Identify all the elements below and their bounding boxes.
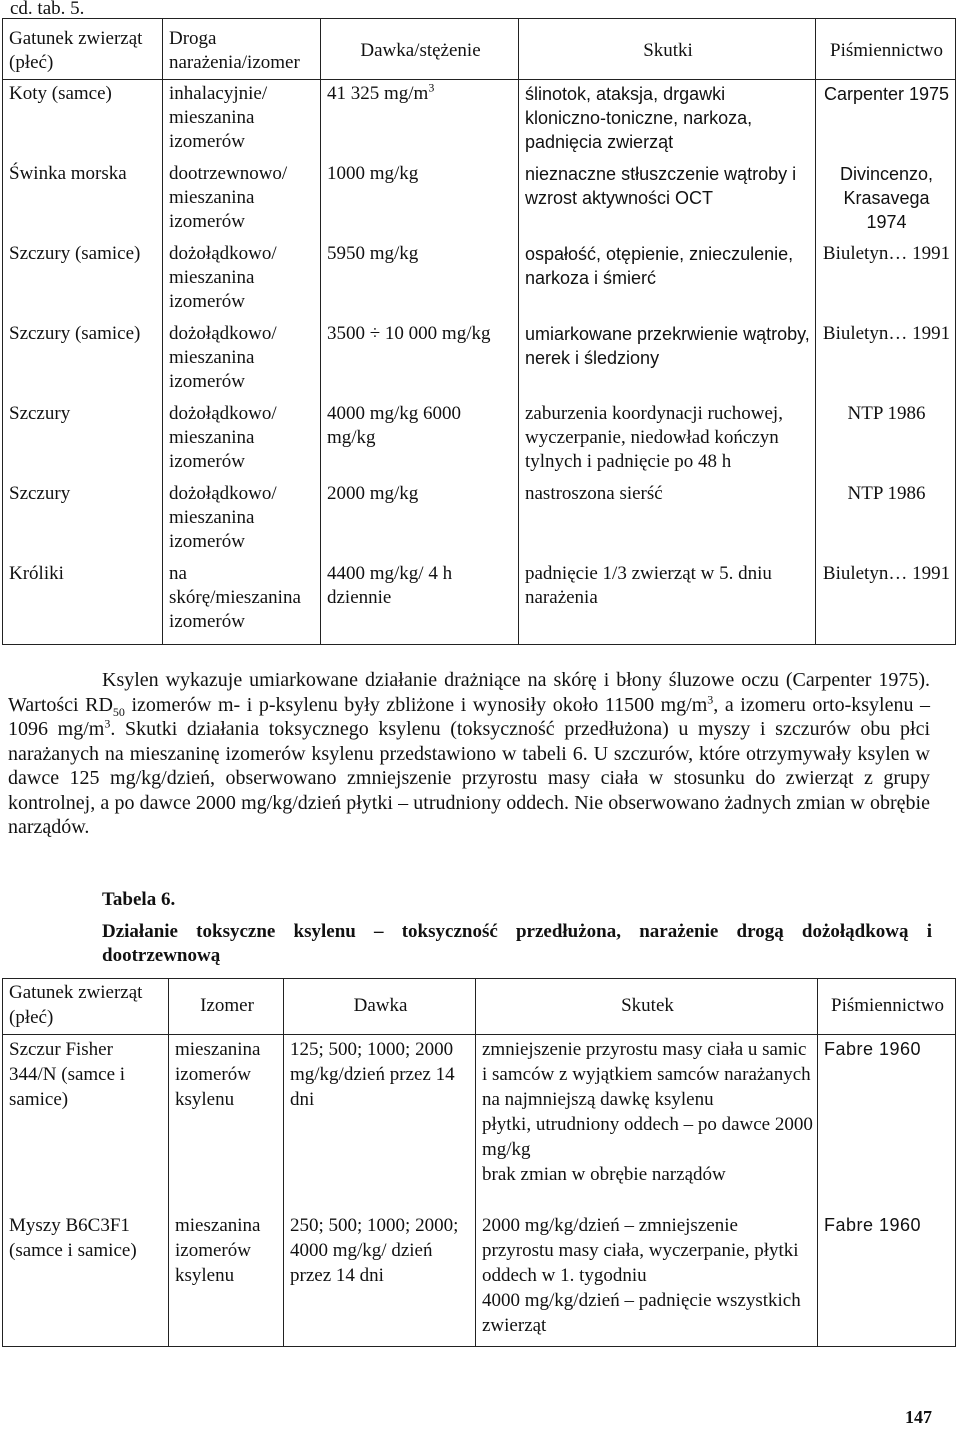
dose-cell: 250; 500; 1000; 2000; 4000 mg/kg/ dzień przez 14 dni <box>284 1195 476 1347</box>
species-cell: Szczury <box>3 400 163 480</box>
superscript: 3 <box>707 691 714 706</box>
table-row <box>3 400 956 480</box>
table-row <box>3 80 956 161</box>
route-cell: dożołądkowo/ mieszanina izomerów <box>163 480 321 560</box>
species-cell: Świnka morska <box>3 160 163 240</box>
paragraph-part: , a izomeru orto-ksylenu – 1096 mg/m <box>8 693 930 740</box>
effects-cell: nieznaczne stłuszczenie wątroby i wzrost aktywności OCT <box>519 160 816 240</box>
effects-cell: umiarkowane przekrwienie wątroby, nerek i śledziony <box>519 320 816 400</box>
reference-cell: Fabre 1960 <box>818 1195 956 1347</box>
subscript: 50 <box>112 704 125 719</box>
dose-cell: 2000 mg/kg <box>321 480 519 560</box>
table-row <box>3 480 956 560</box>
table-6-title: Działanie toksyczne ksylenu – toksyczność przedłużona, narażenie drogą dożołądkową i dootrzewnową <box>102 921 932 966</box>
dose-value: 41 325 mg/m <box>327 83 429 104</box>
page-number: 147 <box>905 1407 932 1427</box>
table-header-row <box>3 979 956 1035</box>
effects-cell: ślinotok, ataksja, drgawki kloniczno-toniczne, narkoza, padnięcia zwierząt <box>519 80 816 161</box>
effect-line: 2000 mg/kg/dzień – zmniejszenie przyrostu masy ciała, wyczerpanie, płytki oddech w 1. tygodniu <box>482 1215 799 1286</box>
dose-unit-superscript: 3 <box>428 80 435 95</box>
paragraph-part: Ksylen wykazuje umiarkowane działanie drażniące na skórę i błony śluzowe oczu (Carpenter 1975). Wartości RD <box>8 669 930 716</box>
dose-cell: 3500 ÷ 10 000 mg/kg <box>321 320 519 400</box>
table-row <box>3 240 956 320</box>
reference-cell: Biuletyn… 1991 <box>816 320 956 400</box>
dose-cell: 1000 mg/kg <box>321 160 519 240</box>
paragraph-part: izomerów m- i p-ksylenu były zbliżone i wynosiły około 11500 mg/m <box>124 693 708 716</box>
species-cell: Szczury (samice) <box>3 320 163 400</box>
header-references: Piśmiennictwo <box>818 979 956 1035</box>
superscript: 3 <box>104 716 111 731</box>
dose-cell <box>321 80 519 161</box>
route-cell: na skórę/mieszanina izomerów <box>163 560 321 645</box>
reference-cell: Biuletyn… 1991 <box>816 560 956 645</box>
header-route: Droga narażenia/izomer <box>163 19 321 80</box>
reference-cell: Carpenter 1975 <box>816 80 956 161</box>
species-cell: Myszy B6C3F1 (samce i samice) <box>3 1195 169 1347</box>
species-cell: Szczur Fisher 344/N (samce i samice) <box>3 1035 169 1196</box>
effects-cell: padnięcie 1/3 zwierząt w 5. dniu narażenia <box>519 560 816 645</box>
header-dose: Dawka/stężenie <box>321 19 519 80</box>
dose-cell: 4400 mg/kg/ 4 h dziennie <box>321 560 519 645</box>
species-cell: Szczury (samice) <box>3 240 163 320</box>
isomer-cell: mieszanina izomerów ksylenu <box>169 1195 284 1347</box>
route-cell: dootrzewnowo/ mieszanina izomerów <box>163 160 321 240</box>
species-cell: Króliki <box>3 560 163 645</box>
effect-line: brak zmian w obrębie narządów <box>482 1164 726 1185</box>
header-species: Gatunek zwierząt (płeć) <box>3 19 163 80</box>
reference-cell: Divincenzo, Krasavega 1974 <box>816 160 956 240</box>
effects-cell: zaburzenia koordynacji ruchowej, wyczerpanie, niedowład kończyn tylnych i padnięcie po 48 h <box>519 400 816 480</box>
species-cell: Koty (samce) <box>3 80 163 161</box>
table-row <box>3 1035 956 1196</box>
effects-cell: ospałość, otępienie, znieczulenie, narkoza i śmierć <box>519 240 816 320</box>
header-dose: Dawka <box>284 979 476 1035</box>
reference-cell: Biuletyn… 1991 <box>816 240 956 320</box>
effect-line: zmniejszenie przyrostu masy ciała u samic i samców z wyjątkiem samców narażanych na najmniejszą dawkę ksylenu <box>482 1039 811 1110</box>
header-species: Gatunek zwierząt (płeć) <box>3 979 169 1035</box>
table-row <box>3 1195 956 1347</box>
paragraph-text <box>8 668 930 840</box>
reference-cell: Fabre 1960 <box>818 1035 956 1196</box>
dose-cell: 5950 mg/kg <box>321 240 519 320</box>
paragraph-part: . Skutki działania toksycznego ksylenu (toksyczność przedłużona) u myszy i szczurów obu płci narażanych na mieszaninę izomerów ksylenu przedstawiono w tabeli 6. U szczurów, które otrzymywały ksylen w dawce 125 mg/kg/dzień, obserwowano zmniejszenie przyrostu masy ciała w stosunku do zwierząt z grupy kontrolnej, a po dawce 2000 mg/kg/dzień płytki – utrudniony oddech. Nie obserwowano żadnych zmian w obrębie narządów. <box>8 718 931 838</box>
table-row <box>3 320 956 400</box>
table-row <box>3 160 956 240</box>
header-effects: Skutki <box>519 19 816 80</box>
species-cell: Szczury <box>3 480 163 560</box>
route-cell: dożołądkowo/ mieszanina izomerów <box>163 240 321 320</box>
effect-line: płytki, utrudniony oddech – po dawce 2000 mg/kg <box>482 1114 813 1160</box>
isomer-cell: mieszanina izomerów ksylenu <box>169 1035 284 1196</box>
table-row <box>3 560 956 645</box>
route-cell: dożołądkowo/ mieszanina izomerów <box>163 320 321 400</box>
route-cell: dożołądkowo/ mieszanina izomerów <box>163 400 321 480</box>
effect-line: 4000 mg/kg/dzień – padnięcie wszystkich zwierząt <box>482 1290 801 1336</box>
table-continuation-caption: cd. tab. 5. <box>10 0 85 19</box>
header-effect: Skutek <box>476 979 818 1035</box>
table-header-row <box>3 19 956 80</box>
dose-cell: 4000 mg/kg 6000 mg/kg <box>321 400 519 480</box>
table-6-label: Tabela 6. <box>102 889 176 910</box>
reference-cell: NTP 1986 <box>816 400 956 480</box>
table-5-continuation <box>2 18 956 645</box>
dose-cell: 125; 500; 1000; 2000 mg/kg/dzień przez 14 dni <box>284 1035 476 1196</box>
route-cell: inhalacyjnie/ mieszanina izomerów <box>163 80 321 161</box>
body-paragraph <box>8 668 930 840</box>
header-isomer: Izomer <box>169 979 284 1035</box>
effect-cell <box>476 1195 818 1347</box>
reference-cell: NTP 1986 <box>816 480 956 560</box>
table-6 <box>2 978 956 1347</box>
header-references: Piśmiennictwo <box>816 19 956 80</box>
effect-cell <box>476 1035 818 1196</box>
effects-cell: nastroszona sierść <box>519 480 816 560</box>
